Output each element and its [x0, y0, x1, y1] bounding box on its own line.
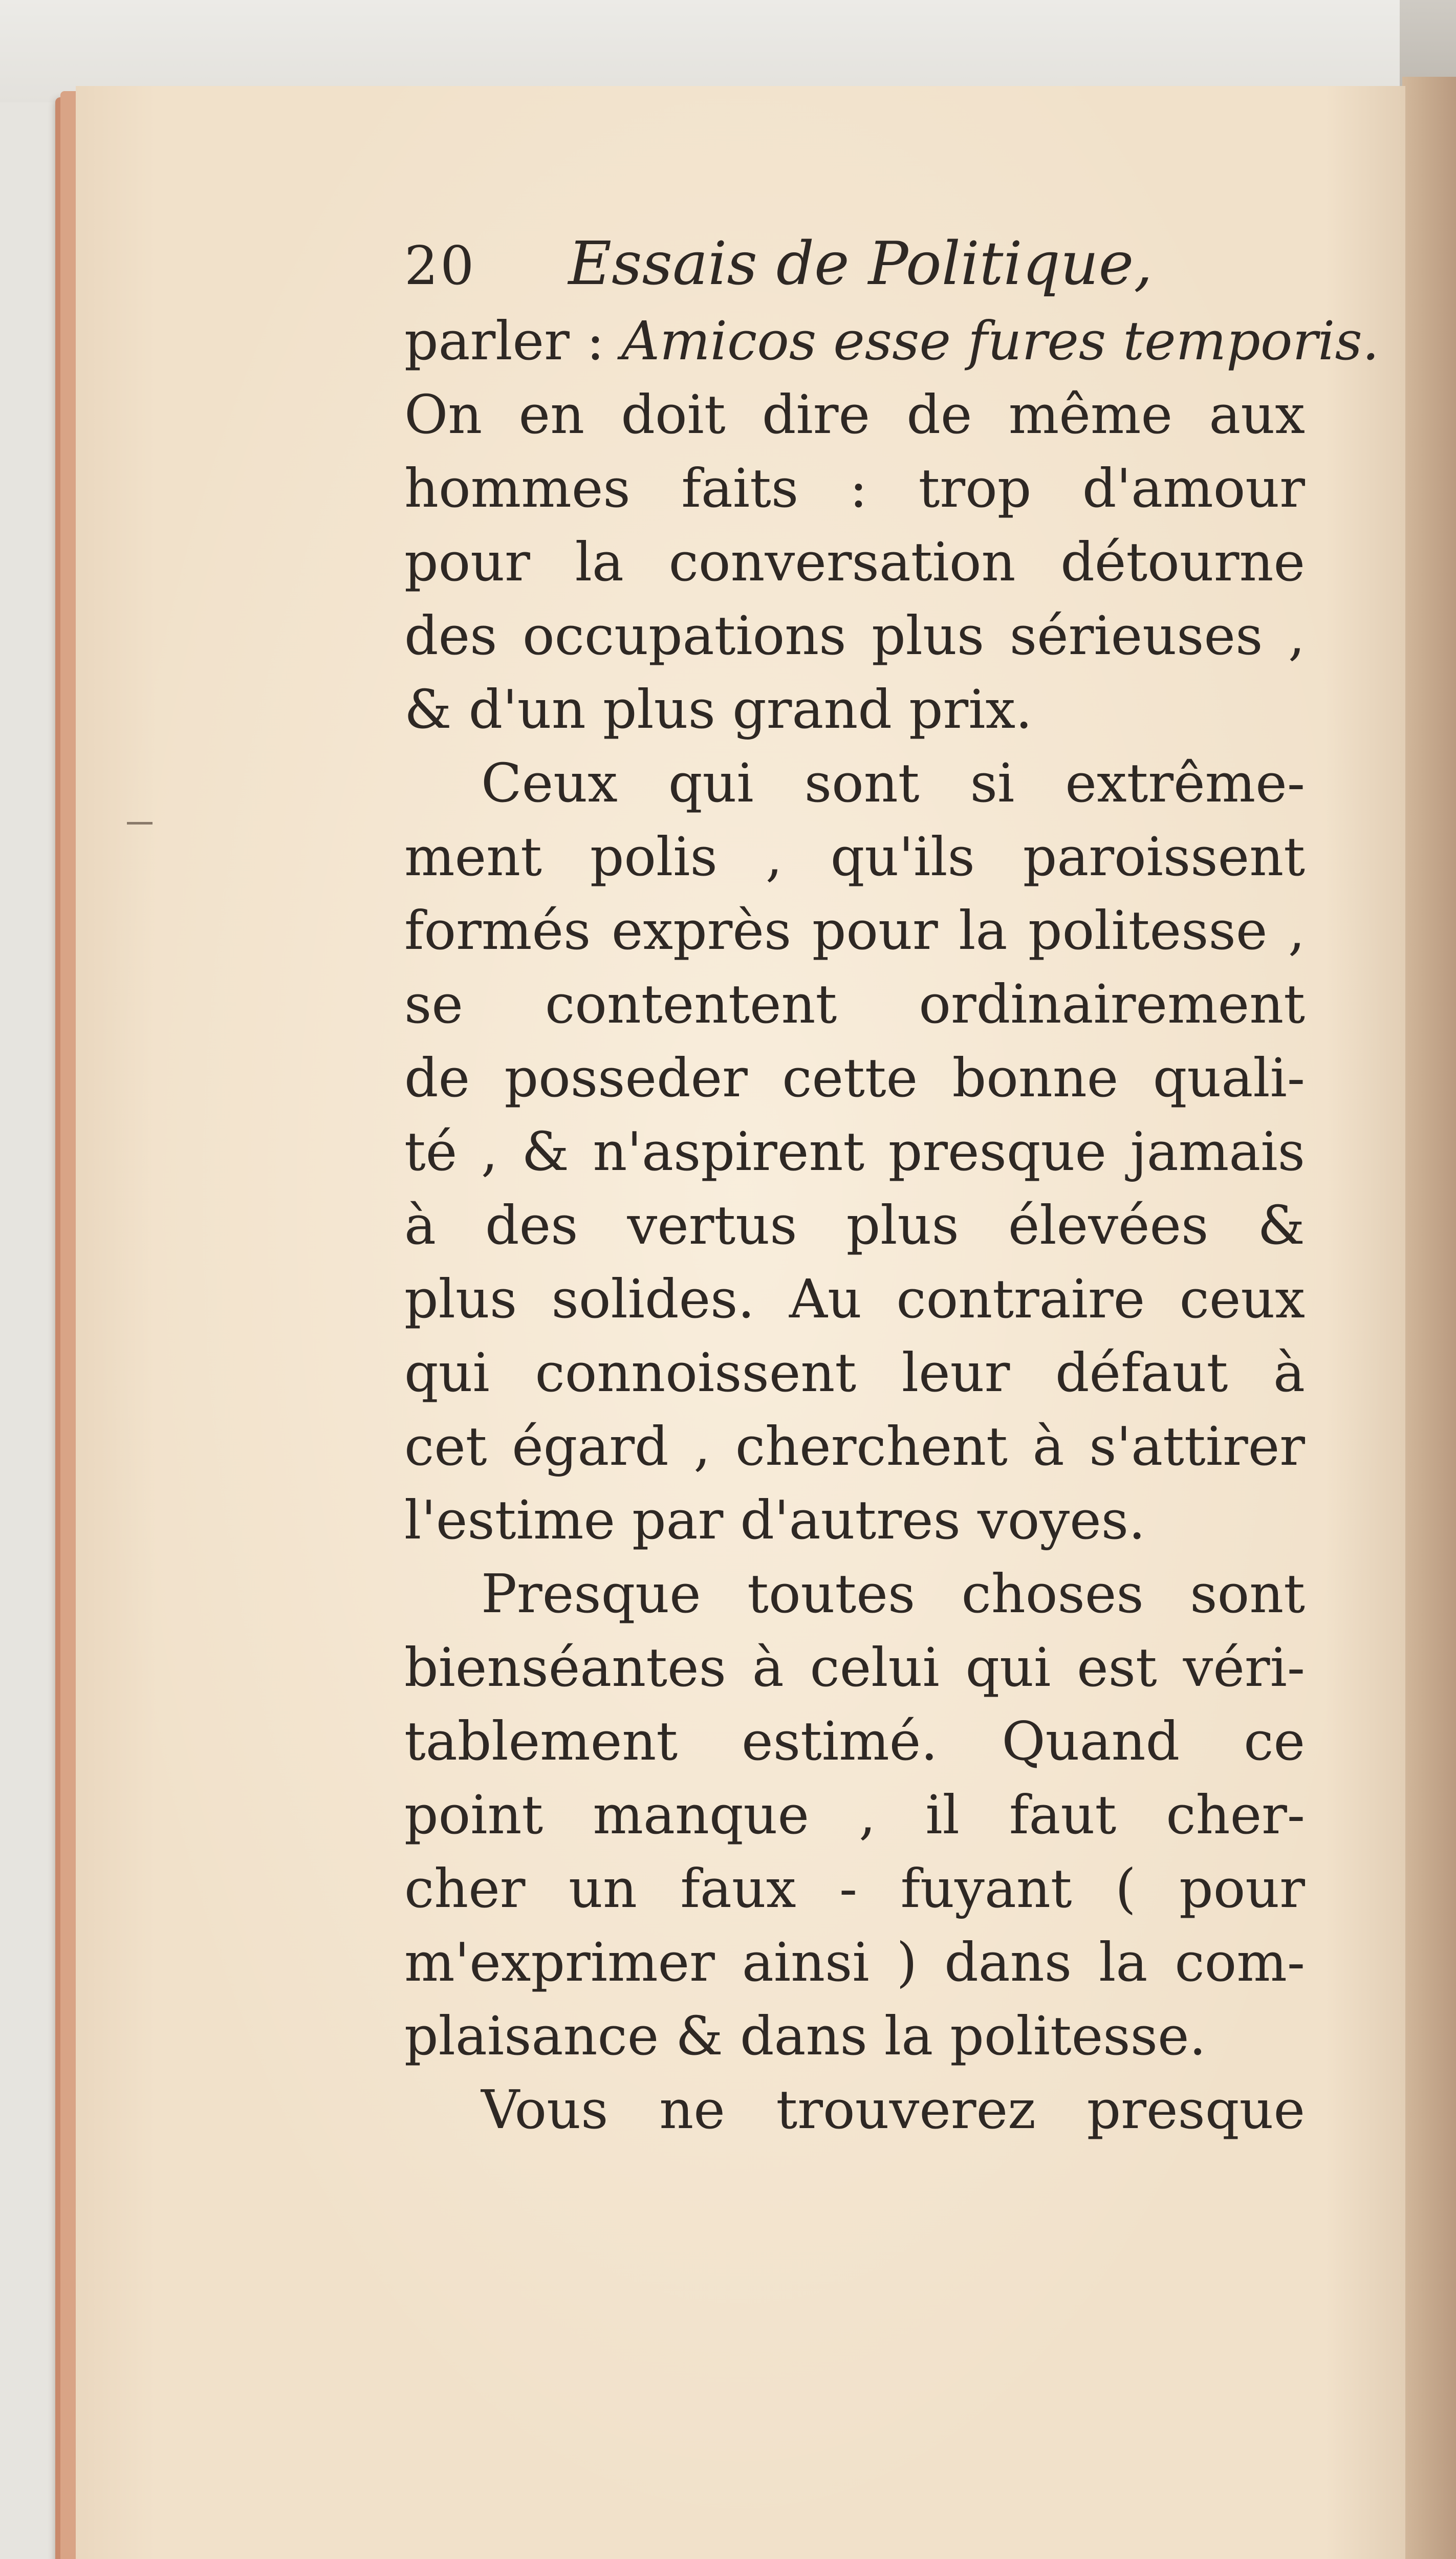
text-line: té , & n'aspirent presque jamais — [404, 1120, 1305, 1183]
text-line: plaisance & dans la politesse. — [404, 2005, 1206, 2067]
text-line: On en doit dire de même aux — [404, 383, 1305, 446]
text-line: pour la conversation détourne — [404, 531, 1305, 593]
text-line: plus solides. Au contraire ceux — [404, 1268, 1305, 1330]
text-line: Presque toutes choses sont — [481, 1563, 1305, 1625]
text-line: & d'un plus grand prix. — [404, 678, 1033, 741]
margin-mark — [127, 822, 153, 825]
text-line: de posseder cette bonne quali- — [404, 1047, 1305, 1109]
text-line: Vous ne trouverez presque — [481, 2078, 1305, 2141]
running-head — [404, 227, 1305, 304]
text-line: cet égard , cherchent à s'attirer — [404, 1415, 1305, 1478]
page-text-block — [404, 225, 1379, 2146]
text-line: cher un faux - fuyant ( pour — [404, 1857, 1305, 1920]
running-head-title: Essais de Politique, — [568, 229, 1153, 298]
text-line: point manque , il faut cher- — [404, 1784, 1305, 1846]
facing-page-edge — [1402, 77, 1456, 2559]
text-line: tablement estimé. Quand ce — [404, 1710, 1305, 1772]
text-line: à des vertus plus élevées & — [404, 1194, 1305, 1256]
text-line: des occupations plus sérieuses , — [404, 604, 1305, 667]
text-line: l'estime par d'autres voyes. — [404, 1489, 1146, 1551]
text-line: hommes faits : trop d'amour — [404, 457, 1305, 519]
text-line: parler : Amicos esse fures temporis. — [404, 310, 1379, 372]
text-line: Ceux qui sont si extrême- — [481, 752, 1305, 814]
text-line: bienséantes à celui qui est véri- — [404, 1636, 1305, 1699]
text-line: se contentent ordinairement — [404, 973, 1305, 1035]
page-number: 20 — [404, 234, 476, 297]
text-line: qui connoissent leur défaut à — [404, 1341, 1305, 1404]
text-line: m'exprimer ainsi ) dans la com- — [404, 1931, 1305, 1993]
text-line: ment polis , qu'ils paroissent — [404, 826, 1305, 888]
text-line: formés exprès pour la politesse , — [404, 899, 1305, 962]
